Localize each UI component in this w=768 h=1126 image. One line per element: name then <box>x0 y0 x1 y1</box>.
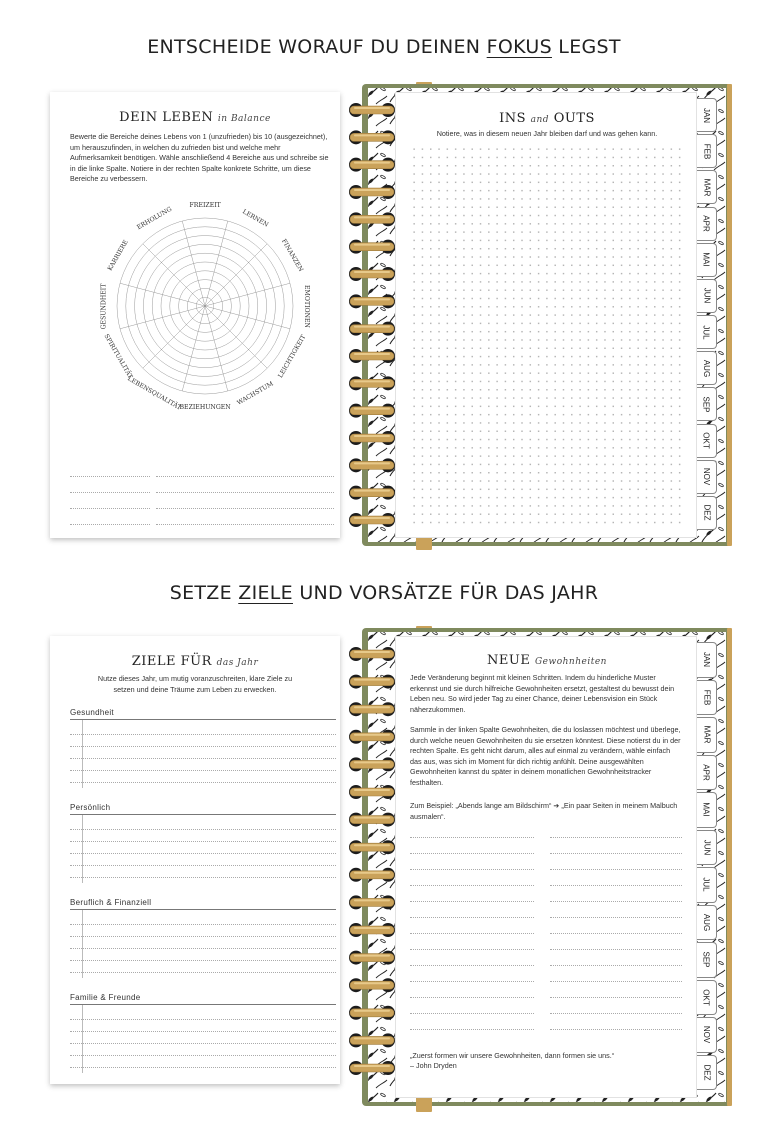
month-tab-jun[interactable] <box>697 279 717 313</box>
wheel-spoke <box>120 283 205 306</box>
month-tabs <box>697 92 719 538</box>
dot-grid <box>410 145 686 529</box>
writing-line <box>156 476 334 477</box>
writing-line <box>70 841 336 842</box>
writing-line <box>70 524 150 525</box>
month-tab-label: AUG <box>702 913 711 931</box>
wheel-spoke <box>182 306 205 391</box>
spiral-ring <box>349 294 395 308</box>
spiral-ring <box>349 349 395 363</box>
spiral-ring <box>349 813 395 827</box>
month-tab-label: FEB <box>702 689 711 706</box>
habit-line <box>550 853 682 854</box>
habit-line <box>550 901 682 902</box>
goal-section-label: Gesundheit <box>70 708 114 717</box>
habits-paragraph-1: Jede Veränderung beginnt mit kleinen Schritten. Indem du hinderliche Muster erkennst und sie durch hilfreiche Gewohnheiten ersetzt, gestaltest du bewusst dein Leben neu. So wird jeder Tag zu einer Chance, deiner Lebensvision ein Stück näherzukommen. <box>410 673 675 714</box>
habit-line <box>550 885 682 886</box>
spiral-ring <box>349 267 395 281</box>
writing-line <box>70 782 336 783</box>
habit-line <box>410 917 534 918</box>
life-wheel <box>110 206 300 406</box>
spiral-ring <box>349 431 395 445</box>
month-tab-jun[interactable] <box>697 830 717 866</box>
spiral-ring <box>349 1061 395 1075</box>
goal-section-label: Beruflich & Finanziell <box>70 898 152 907</box>
month-tab-label: MAR <box>702 725 711 744</box>
page-title-ins-outs <box>396 111 698 126</box>
spiral-ring <box>349 647 395 661</box>
month-tab-label: AUG <box>702 359 711 377</box>
habit-line <box>410 901 534 902</box>
spiral-ring <box>349 486 395 500</box>
month-tab-label: JUN <box>702 288 711 304</box>
month-tab-label: NOV <box>702 468 711 486</box>
habits-paragraph-2: Sammle in der linken Spalte Gewohnheiten, die du loslassen möchtest und überlege, durch welche neuen Gewohnheiten du sie ersetzen könntest. Diese notierst du in der rechten Spalte. Es geht nicht darum, alles auf einmal zu verändern, wähle einfach das aus, was sich im Moment für dich richtig anfühlt. Deine ausgewählten Gewohnheiten kannst du später in deinem monatlichen Gewohnheitstracker festhalten. <box>410 725 681 787</box>
headline-focus-underlined: FOKUS <box>486 36 552 58</box>
left-page-life-balance <box>50 92 340 538</box>
goal-section-rule <box>70 1004 336 1005</box>
wheel-label: LEBENSQUALITÄT <box>126 375 183 412</box>
habit-line <box>410 853 534 854</box>
wheel-label: LEICHTIGKEIT <box>277 333 308 380</box>
month-tab-feb[interactable] <box>697 134 717 168</box>
spiral-ring <box>349 130 395 144</box>
habit-line <box>410 949 534 950</box>
habit-line <box>550 837 682 838</box>
month-tab-mar[interactable] <box>697 170 717 204</box>
writing-line <box>70 746 336 747</box>
spiral-ring <box>349 785 395 799</box>
title-script: in Balance <box>217 114 271 124</box>
habit-line <box>410 1029 534 1030</box>
month-tab-apr[interactable] <box>697 207 717 241</box>
writing-line <box>70 853 336 854</box>
month-tab-jul[interactable] <box>697 867 717 903</box>
month-tab-aug[interactable] <box>697 905 717 941</box>
headline-focus-post: LEGST <box>551 36 621 58</box>
month-tab-okt[interactable] <box>697 980 717 1016</box>
month-tab-label: APR <box>701 764 711 781</box>
habit-line <box>550 917 682 918</box>
month-tab-mai[interactable] <box>697 792 717 828</box>
habit-line <box>410 869 534 870</box>
wheel-label: FINANZEN <box>280 238 305 273</box>
month-tab-nov[interactable] <box>697 460 717 494</box>
spiral-ring <box>349 322 395 336</box>
month-tab-dez[interactable] <box>697 1055 717 1091</box>
month-tab-jan[interactable] <box>697 98 717 132</box>
writing-line <box>70 508 150 509</box>
wheel-label: EMOTIONEN <box>302 284 310 328</box>
right-page-ins-and-outs <box>395 92 697 538</box>
spiral-ring <box>349 868 395 882</box>
headline-goals-post: UND VORSÄTZE FÜR DAS JAHR <box>292 582 599 604</box>
habit-line <box>550 981 682 982</box>
spiral-ring <box>349 185 395 199</box>
right-page-new-habits <box>395 636 697 1098</box>
headline-goals-underlined: ZIELE <box>238 582 293 604</box>
spiral-ring <box>349 978 395 992</box>
spiral-ring <box>349 240 395 254</box>
habit-line <box>550 1013 682 1014</box>
month-tab-jul[interactable] <box>697 315 717 349</box>
writing-line <box>70 972 336 973</box>
goal-section-rule <box>70 814 336 815</box>
habit-line <box>550 997 682 998</box>
spiral-ring <box>349 376 395 390</box>
goal-margin-line <box>82 720 83 788</box>
writing-line <box>70 948 336 949</box>
bookmark-ribbon-bottom <box>416 536 432 550</box>
spiral-ring <box>349 895 395 909</box>
wheel-label: GESUNDHEIT <box>100 283 108 329</box>
wheel-spoke <box>205 306 290 329</box>
month-tab-label: JUL <box>701 877 711 892</box>
month-tab-label: JUN <box>702 839 711 856</box>
writing-line <box>70 865 336 866</box>
month-tab-label: FEB <box>702 143 711 160</box>
goal-section-rule <box>70 909 336 910</box>
month-tab-sep[interactable] <box>697 942 717 978</box>
writing-line <box>70 1019 336 1020</box>
title-script: Gewohnheiten <box>534 657 607 667</box>
wheel-spoke <box>120 306 205 329</box>
month-tab-feb[interactable] <box>697 680 717 716</box>
wheel-spoke <box>205 283 290 306</box>
spiral-ring <box>349 675 395 689</box>
wheel-label: WACHSTUM <box>235 380 275 407</box>
spiral-ring <box>349 1006 395 1020</box>
spiral-ring <box>349 1033 395 1047</box>
spiral-ring <box>349 923 395 937</box>
month-tab-dez[interactable] <box>697 496 717 530</box>
writing-line <box>156 524 334 525</box>
month-tab-label: OKT <box>701 989 711 1006</box>
month-tab-label: SEP <box>701 396 711 413</box>
headline-goals-pre: SETZE <box>169 582 239 604</box>
habit-line <box>550 1029 682 1030</box>
writing-line <box>70 829 336 830</box>
month-tabs <box>697 636 719 1098</box>
month-tab-label: MAI <box>701 252 711 267</box>
month-tab-sep[interactable] <box>697 387 717 421</box>
spiral-ring <box>349 757 395 771</box>
habits-quote-author: – John Dryden <box>410 1061 457 1070</box>
month-tab-label: MAI <box>701 802 711 817</box>
writing-line <box>70 1067 336 1068</box>
month-tab-label: JAN <box>702 652 711 668</box>
habit-line <box>550 933 682 934</box>
writing-line <box>70 758 336 759</box>
month-tab-apr[interactable] <box>697 755 717 791</box>
writing-line <box>70 1043 336 1044</box>
planner-spread-2 <box>50 626 732 1112</box>
title-script: and <box>530 115 550 125</box>
habit-line <box>550 949 682 950</box>
month-tab-label: DEZ <box>702 1064 711 1081</box>
goal-margin-line <box>82 1005 83 1073</box>
wheel-label: ERHOLUNG <box>135 205 174 232</box>
month-tab-label: OKT <box>701 432 711 449</box>
habit-line <box>410 965 534 966</box>
month-tab-label: NOV <box>702 1026 711 1044</box>
habit-line <box>410 837 534 838</box>
spiral-ring <box>349 212 395 226</box>
month-tab-jan[interactable] <box>697 642 717 678</box>
habit-line <box>550 869 682 870</box>
wheel-label: LERNEN <box>241 208 270 229</box>
writing-line <box>70 877 336 878</box>
life-balance-intro: Bewerte die Bereiche deines Lebens von 1 (unzufrieden) bis 10 (ausgezeichnet), um herauszufinden, in welchen du zufrieden bist und welche mehr Aufmerksamkeit benötigen. Wähle anschließend 4 Bereiche aus und schreibe sie in die linke Spalte. Notiere in der rechten Spalte konkrete Schritte, um diese Bereiche zu verbessern. <box>70 132 329 183</box>
spiral-ring <box>349 840 395 854</box>
month-tab-label: APR <box>701 215 711 232</box>
writing-line <box>156 492 334 493</box>
headline-goals <box>0 582 768 604</box>
title-main: DEIN LEBEN <box>119 110 214 125</box>
spiral-ring <box>349 702 395 716</box>
title-end: OUTS <box>553 111 595 126</box>
wheel-spoke <box>205 221 228 306</box>
habit-line <box>550 965 682 966</box>
title-script: das Jahr <box>216 658 259 668</box>
title-main: ZIELE FÜR <box>131 654 212 669</box>
writing-line <box>156 508 334 509</box>
goal-margin-line <box>82 815 83 883</box>
bookmark-ribbon-bottom <box>416 1096 432 1112</box>
goal-section-label: Persönlich <box>70 803 111 812</box>
writing-line <box>70 770 336 771</box>
spiral-ring <box>349 158 395 172</box>
headline-focus <box>0 36 768 58</box>
month-tab-label: JAN <box>702 107 711 123</box>
wheel-label: FREIZEIT <box>189 201 221 209</box>
month-tab-nov[interactable] <box>697 1017 717 1053</box>
ins-outs-subtitle: Notiere, was in diesem neuen Jahr bleiben darf und was gehen kann. <box>436 129 658 138</box>
writing-line <box>70 1055 336 1056</box>
writing-line <box>70 492 150 493</box>
left-page-goals <box>50 636 340 1084</box>
planner-spread-1 <box>50 82 732 550</box>
title-main: INS <box>499 111 526 126</box>
wheel-label: KARRIERE <box>106 238 130 273</box>
month-tab-label: SEP <box>701 951 711 968</box>
month-tab-label: JUL <box>701 324 711 340</box>
habit-line <box>410 933 534 934</box>
month-tab-aug[interactable] <box>697 351 717 385</box>
habits-quote: „Zuerst formen wir unsere Gewohnheiten, dann formen sie uns.“ <box>410 1051 615 1060</box>
wheel-label: SPIRITUALITÄT <box>102 333 134 380</box>
goal-section-rule <box>70 719 336 720</box>
title-main: NEUE <box>487 653 531 668</box>
month-tab-label: MAR <box>702 178 711 197</box>
goal-margin-line <box>82 910 83 978</box>
spiral-ring <box>349 730 395 744</box>
goals-intro: Nutze dieses Jahr, um mutig voranzuschreiten, klare Ziele zu setzen und deine Träume zum Leben zu erwecken. <box>97 674 293 694</box>
habits-example: Zum Beispiel: „Abends lange am Bildschirm“ ➔ „Ein paar Seiten in meinem Malbuch ausmalen“. <box>410 801 678 821</box>
habit-line <box>410 885 534 886</box>
wheel-spoke <box>182 221 205 306</box>
writing-line <box>70 734 336 735</box>
month-tab-mar[interactable] <box>697 717 717 753</box>
wheel-spoke <box>205 306 228 391</box>
habit-line <box>410 981 534 982</box>
spiral-ring <box>349 513 395 527</box>
writing-line <box>70 960 336 961</box>
page-title-life-balance <box>50 110 340 125</box>
spiral-binding <box>344 646 400 1076</box>
writing-line <box>70 476 150 477</box>
habit-line <box>410 997 534 998</box>
spiral-ring <box>349 404 395 418</box>
habit-line <box>410 1013 534 1014</box>
page-title-goals <box>50 654 340 669</box>
page-title-new-habits <box>396 653 698 668</box>
spiral-ring <box>349 103 395 117</box>
month-tab-label: DEZ <box>702 504 711 521</box>
headline-focus-pre: ENTSCHEIDE WORAUF DU DEINEN <box>147 36 487 58</box>
month-tab-mai[interactable] <box>697 243 717 277</box>
spiral-ring <box>349 951 395 965</box>
writing-line <box>70 1031 336 1032</box>
writing-line <box>70 924 336 925</box>
spiral-ring <box>349 458 395 472</box>
month-tab-okt[interactable] <box>697 424 717 458</box>
wheel-label: BEZIEHUNGEN <box>179 403 231 411</box>
writing-line <box>70 936 336 937</box>
spiral-binding <box>344 102 400 528</box>
goal-section-label: Familie & Freunde <box>70 993 141 1002</box>
